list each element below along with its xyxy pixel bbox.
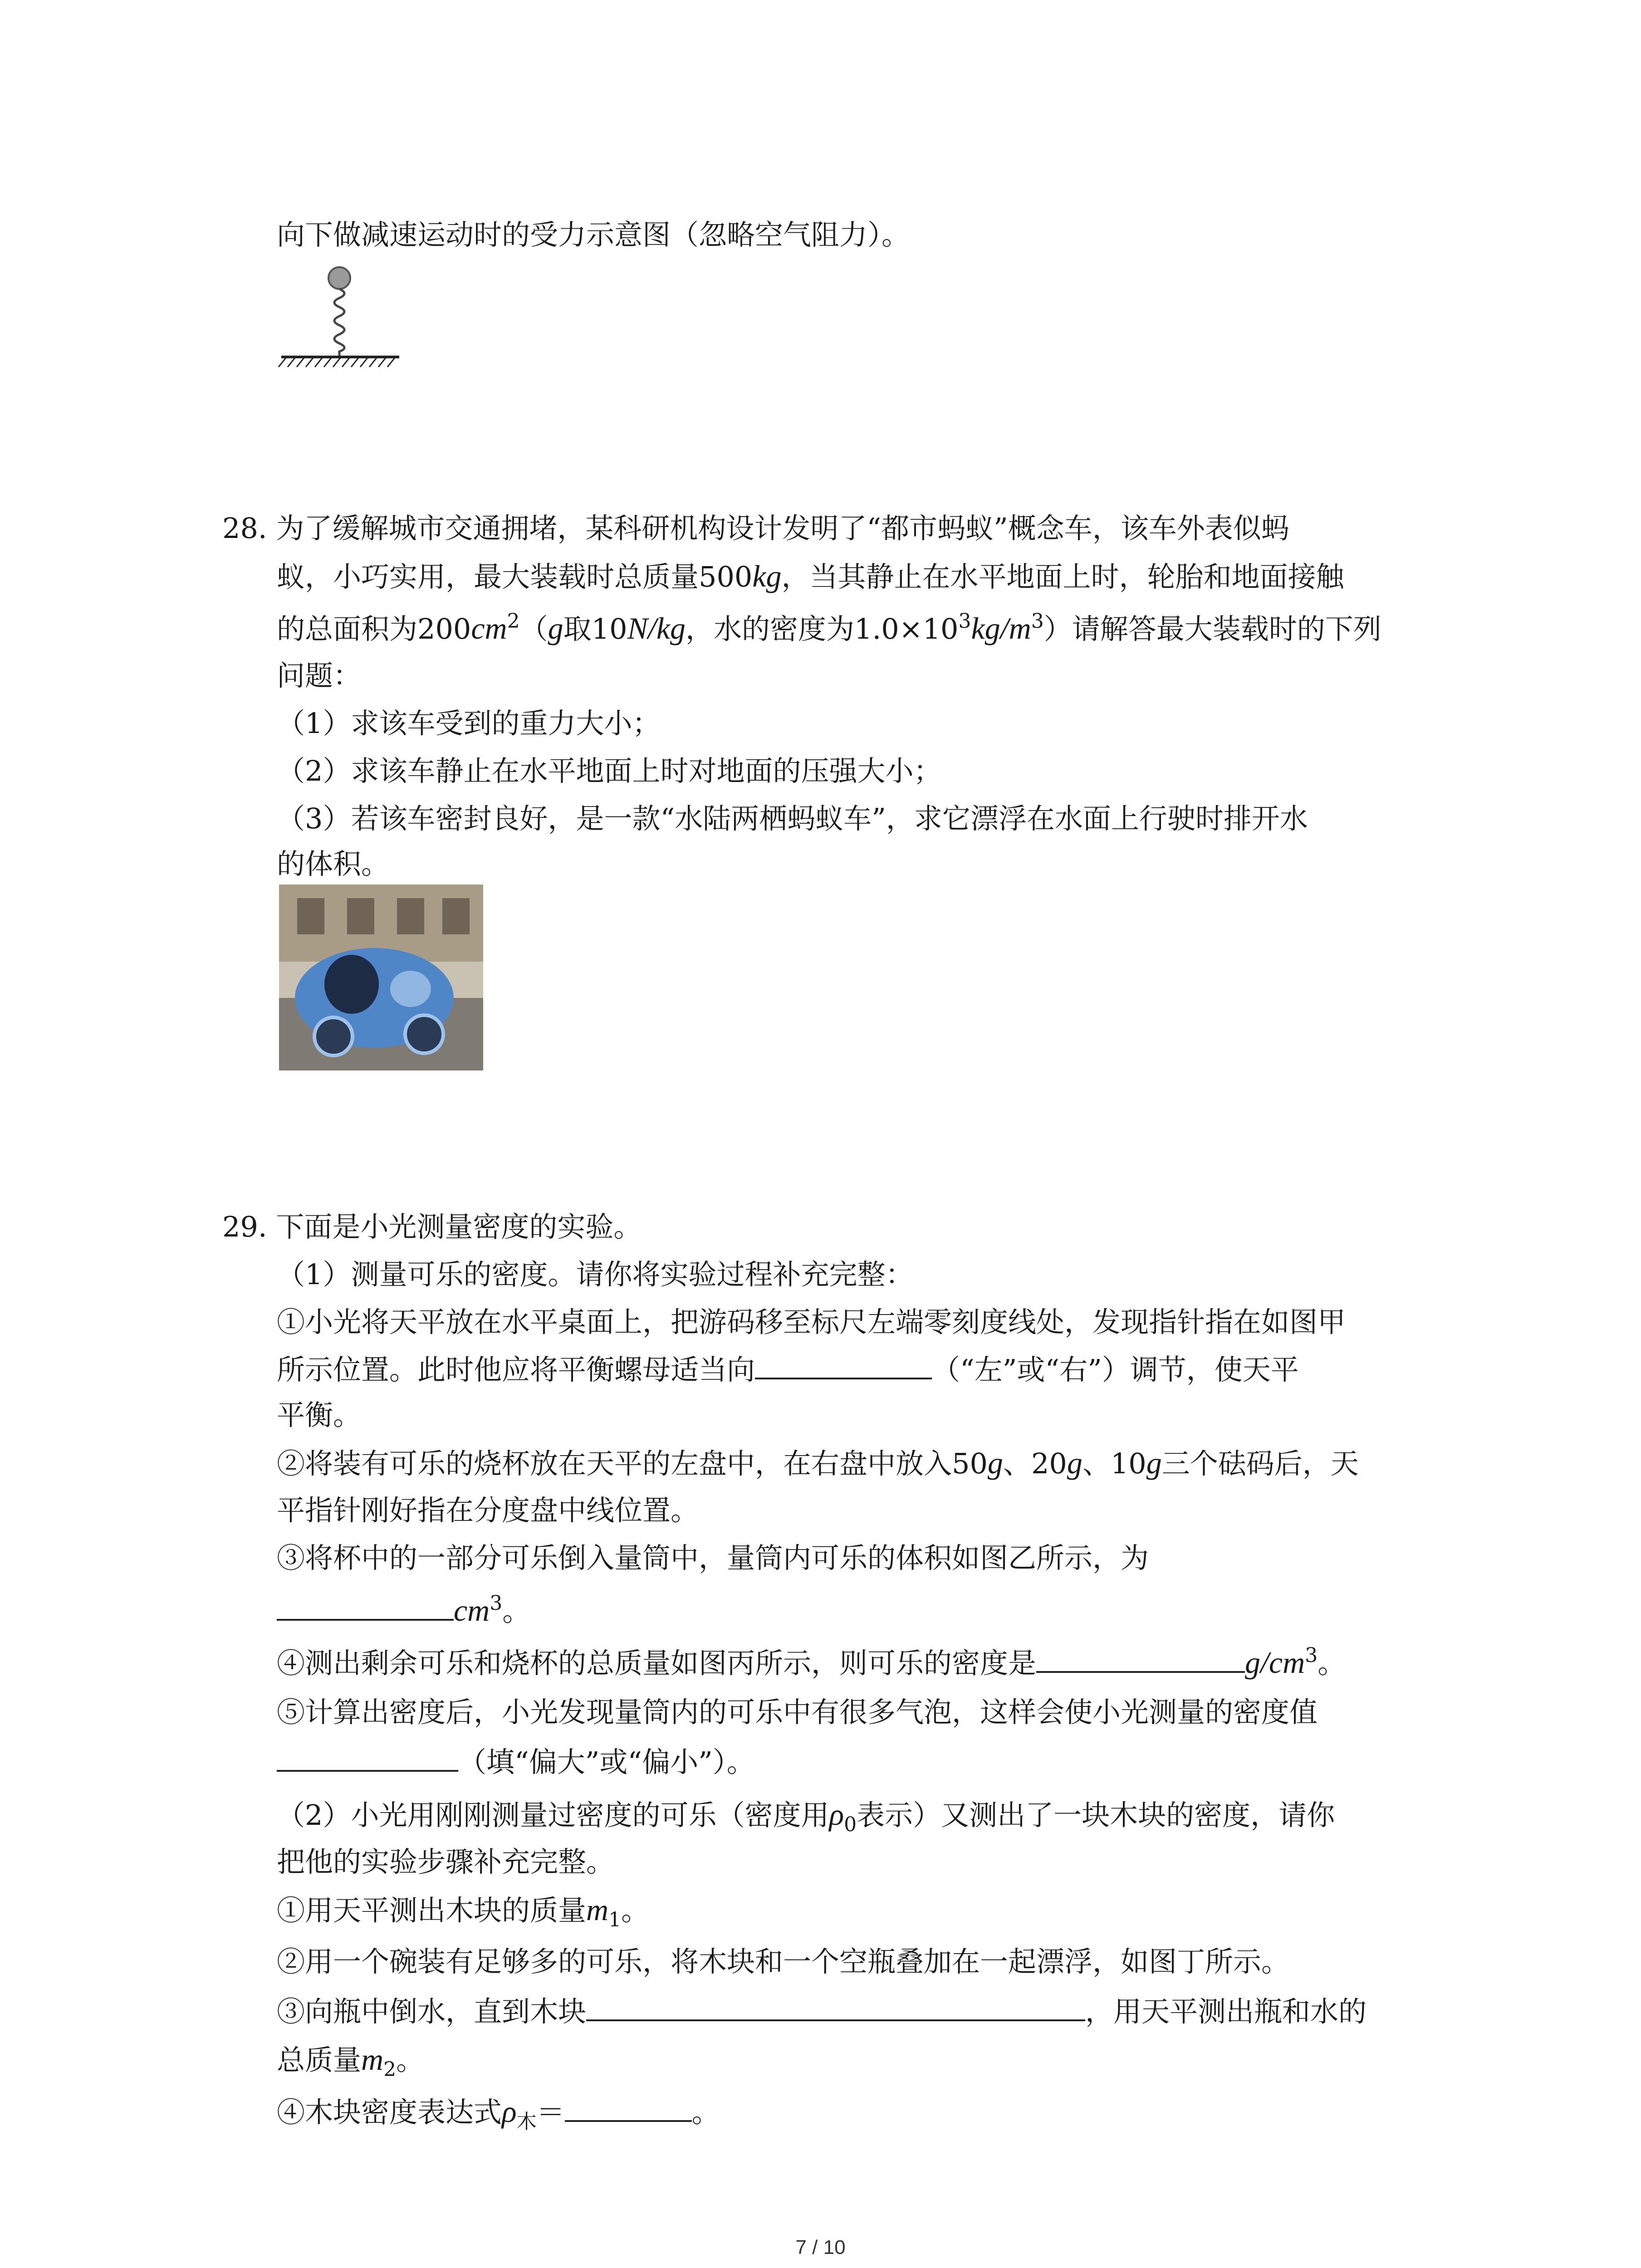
q29-step-5b: （填“偏大”或“偏小”）。 [277, 1744, 755, 1780]
q28-part-2: （2）求该车静止在水平地面上时对地面的压强大小； [277, 754, 942, 787]
car-window [324, 955, 379, 1014]
q29-section-1: （1）测量可乐的密度。请你将实验过程补充完整： [277, 1258, 914, 1291]
q29-section-2b: 把他的实验步骤补充完整。 [277, 1845, 615, 1878]
answer-blank-3[interactable] [1036, 1646, 1245, 1673]
q28-line-3: 的总面积为$200cm^2(g$取10N/kg，水的密度为$1.0\times 10^3kg/m^3$）请解答最大装载时的下列 [277, 610, 1381, 645]
answer-blank-1[interactable] [755, 1352, 932, 1379]
ball [328, 267, 350, 289]
q29-sub-step-3: ③向瓶中倒水，直到木块 ，用天平测出瓶和水的 [277, 1995, 1367, 2028]
q29-number: 29. [222, 1210, 267, 1243]
q29-step-3b: $cm^3$。 [277, 1592, 530, 1633]
ant-car-photo [279, 885, 483, 1070]
q29-title: 29. 下面是小光测量密度的实验。 [222, 1210, 642, 1243]
q29-step-1: ①小光将天平放在水平桌面上，把游码移至标尺左端零刻度线处，发现指针指在如图甲 [277, 1305, 1346, 1339]
q29-step-5: ⑤计算出密度后，小光发现量筒内的可乐中有很多气泡，这样会使小光测量的密度值 [277, 1696, 1318, 1729]
q29-step-2b: 平指针刚好指在分度盘中线位置。 [277, 1494, 699, 1527]
q28-number: 28. [222, 512, 267, 545]
ground-hatch [279, 358, 395, 367]
q29-sub-step-1: ①用天平测出木块的质量$m_1$。 [277, 1892, 650, 1931]
wheel-front [314, 1017, 353, 1056]
q29-step-4: ④测出剩余可乐和烧杯的总质量如图丙所示，则可乐的密度是 $g/cm^3$。 [277, 1644, 1346, 1680]
q29-step-3: ③将杯中的一部分可乐倒入量筒中，量筒内可乐的体积如图乙所示，为 [277, 1541, 1149, 1574]
answer-blank-4[interactable] [277, 1745, 458, 1772]
q29-sub-step-2: ②用一个碗装有足够多的可乐，将木块和一个空瓶叠加在一起漂浮，如图丁所示。 [277, 1945, 1290, 1978]
q29-step-1b: 所示位置。此时他应将平衡螺母适当向 （“左”或“右”）调节，使天平 [277, 1353, 1299, 1386]
q28-line-4: 问题： [277, 659, 362, 692]
q28-part-1: （1）求该车受到的重力大小； [277, 707, 661, 740]
q29-step-1c: 平衡。 [277, 1398, 362, 1432]
q28-part-3: （3）若该车密封良好，是一款“水陆两栖蚂蚁车”，求它漂浮在水面上行驶时排开水 [277, 802, 1308, 835]
q29-step-2: ②将装有可乐的烧杯放在天平的左盘中，在右盘中放入50g、20g、10g三个砝码后，天 [277, 1446, 1359, 1480]
q28-line-1: 28. 为了缓解城市交通拥堵，某科研机构设计发明了“都市蚂蚁”概念车，该车外表似蚂 [222, 512, 1289, 545]
wheel-rear [405, 1015, 443, 1053]
q29-sub-step-3b: 总质量$m_2$。 [277, 2042, 425, 2081]
spring-ball-figure [272, 261, 408, 374]
intro-line: 向下做减速运动时的受力示意图（忽略空气阻力）。 [277, 218, 910, 251]
q29-section-2: （2）小光用刚刚测量过密度的可乐（密度用$\rho_0$表示）又测出了一块木块的密度，请你 [277, 1797, 1335, 1836]
page-number: 7 / 10 [795, 2236, 846, 2258]
answer-blank-6[interactable] [565, 2095, 692, 2122]
answer-blank-5[interactable] [586, 1994, 1085, 2021]
q28-part-3b: 的体积。 [277, 847, 390, 880]
answer-blank-2[interactable] [277, 1593, 454, 1621]
q29-sub-step-4: ④木块密度表达式$\rho_木=$ 。 [277, 2094, 720, 2133]
spring [334, 289, 344, 356]
q28-line-2: 蚁，小巧实用，最大装载时总质量500kg，当其静止在水平地面上时，轮胎和地面接触 [277, 559, 1344, 593]
